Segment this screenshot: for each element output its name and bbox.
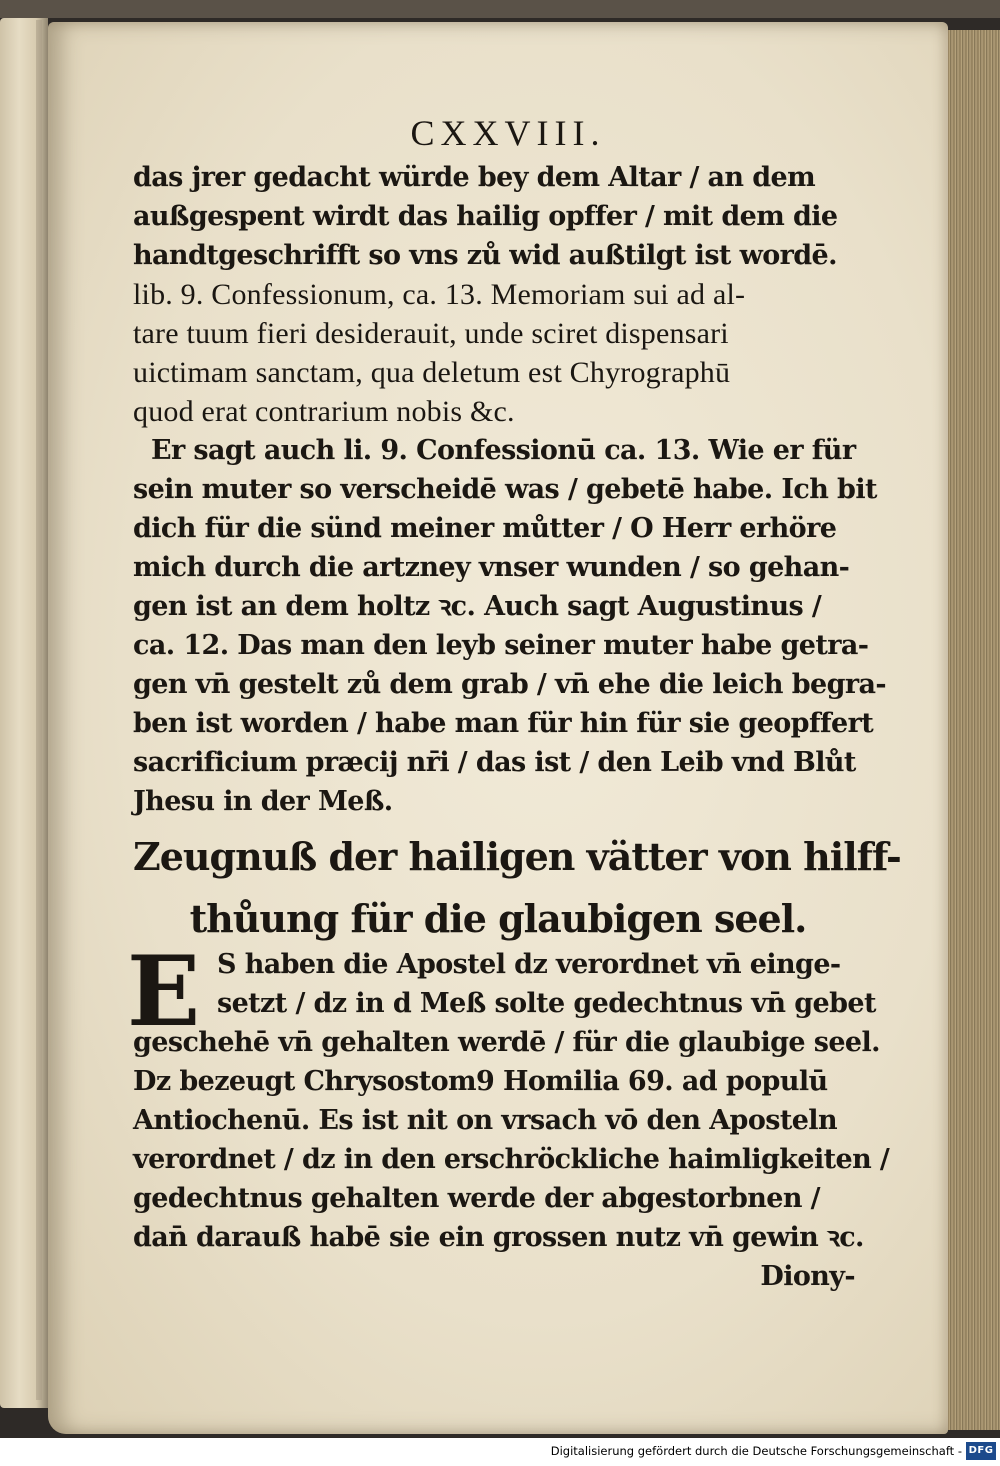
- text-line: gen vn̄ gestelt zů dem grab / vn̄ ehe die leich begra-: [133, 669, 887, 700]
- footer-bar: [0, 1438, 1000, 1466]
- text-line: sacrificium præcij nr̄i / das ist / den Leib vnd Blůt: [133, 747, 856, 778]
- left-page-gutter: [36, 20, 42, 1400]
- text-line: gedechtnus gehalten werde der abgestorbnen /: [133, 1183, 820, 1214]
- text-line: ben ist worden / habe man für hin für sie geopffert: [133, 708, 874, 739]
- text-block: [127, 112, 901, 1296]
- text-line: außgespent wirdt das hailig opffer / mit dem die: [133, 201, 838, 232]
- text-line: gen ist an dem holtz ꝛc. Auch sagt Augustinus /: [133, 591, 822, 622]
- text-line: Antiochenū. Es ist nit on vrsach vō den Aposteln: [133, 1105, 837, 1136]
- text-line: mich durch die artzney vnser wunden / so gehan-: [133, 552, 850, 583]
- text-line: S haben die Apostel dz verordnet vn̄ einge-: [217, 949, 841, 980]
- text-line: dich für die sünd meiner můtter / O Herr erhöre: [133, 513, 837, 544]
- text-line: handtgeschrifft so vns zů wid außtilgt ist wordē.: [133, 240, 837, 271]
- text-line: quod erat contrarium nobis &c.: [133, 395, 515, 428]
- text-line: uictimam sanctam, qua deletum est Chyrographū: [133, 356, 731, 389]
- text-line: setzt / dz in d Meß solte gedechtnus vn̄ gebet: [217, 988, 876, 1019]
- text-line: ca. 12. Das man den leyb seiner muter habe getra-: [133, 630, 869, 661]
- text-line: geschehē vn̄ gehalten werdē / für die glaubige seel.: [133, 1027, 880, 1058]
- catchword: Diony-: [760, 1261, 855, 1292]
- top-edge: [0, 0, 1000, 18]
- text-line: das jrer gedacht würde bey dem Altar / an dem: [133, 162, 816, 193]
- section-heading-line-2: thůung für die glaubigen seel.: [189, 896, 807, 941]
- dfg-logo: DFG: [966, 1442, 996, 1460]
- text-line: tare tuum fieri desiderauit, unde sciret dispensari: [133, 317, 729, 350]
- folio-number: CXXVIII.: [410, 113, 606, 153]
- footer-credit: Digitalisierung gefördert durch die Deutsche Forschungsgemeinschaft -: [550, 1444, 962, 1458]
- right-page-edges: [944, 30, 1000, 1430]
- text-line: Dz bezeugt Chrysostom9 Homilia 69. ad populū: [133, 1066, 828, 1097]
- section-heading-line-1: Zeugnuß der hailigen vätter von hilff-: [133, 834, 901, 879]
- book-page: [48, 22, 948, 1434]
- paragraph-with-initial: [127, 935, 890, 1257]
- text-line: sein muter so verscheidē was / gebetē habe. Ich bit: [133, 474, 877, 505]
- text-line: Jhesu in der Meß.: [133, 786, 393, 817]
- text-line: dan̄ darauß habē sie ein grossen nutz vn̄ gewin ꝛc.: [133, 1222, 864, 1253]
- text-line: Er sagt auch li. 9. Confessionū ca. 13. Wie er für: [151, 435, 856, 466]
- decorated-initial: E: [127, 935, 201, 1048]
- text-line: verordnet / dz in den erschröckliche haimligkeiten /: [133, 1144, 890, 1175]
- text-line: lib. 9. Confessionum, ca. 13. Memoriam sui ad al-: [133, 278, 746, 311]
